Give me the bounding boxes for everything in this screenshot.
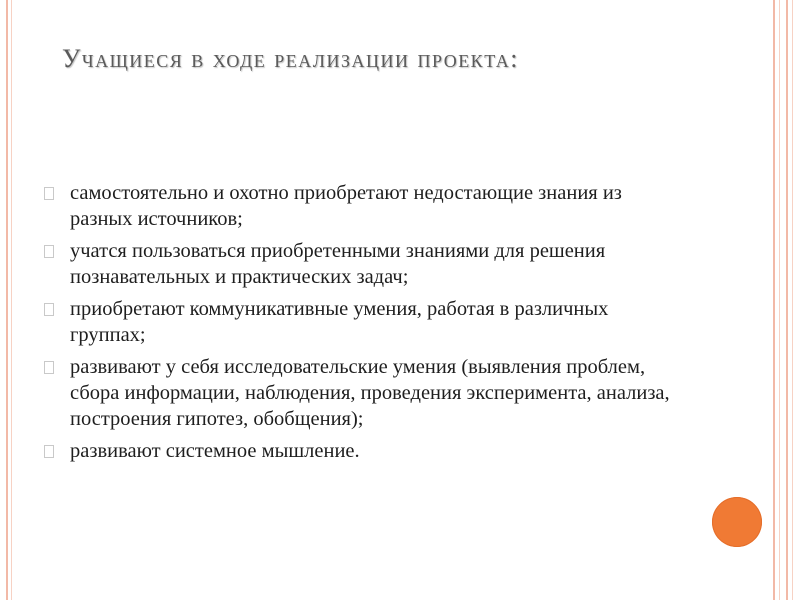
list-item-text: самостоятельно и охотно приобретают недостающие знания из разных источников; — [70, 182, 622, 230]
orange-circle-decoration — [712, 497, 762, 547]
square-bullet-icon — [44, 187, 54, 200]
bullet-list — [44, 180, 684, 470]
frame-line-left-outer — [6, 0, 8, 600]
list-item — [44, 354, 684, 432]
frame-line-right-1 — [773, 0, 775, 600]
list-item — [44, 296, 684, 348]
list-item-text: развивают системное мышление. — [70, 440, 360, 462]
list-item — [44, 438, 684, 464]
list-item — [44, 180, 684, 232]
list-item — [44, 238, 684, 290]
square-bullet-icon — [44, 303, 54, 316]
frame-line-right-3 — [786, 0, 788, 600]
frame-line-right-2 — [779, 0, 780, 600]
frame-line-left-inner — [11, 0, 12, 600]
square-bullet-icon — [44, 245, 54, 258]
list-item-text: развивают у себя исследовательские умения (выявления проблем, сбора информации, наблюдения, проведения эксперимента, анализа, построения гипотез, обобщения); — [70, 356, 670, 430]
slide-title: Учащиеся в ходе реализации проекта: — [62, 44, 520, 73]
square-bullet-icon — [44, 361, 54, 374]
square-bullet-icon — [44, 445, 54, 458]
list-item-text: учатся пользоваться приобретенными знаниями для решения познавательных и практических задач; — [70, 240, 606, 288]
list-item-text: приобретают коммуникативные умения, работая в различных группах; — [70, 298, 609, 346]
frame-line-right-4 — [792, 0, 793, 600]
